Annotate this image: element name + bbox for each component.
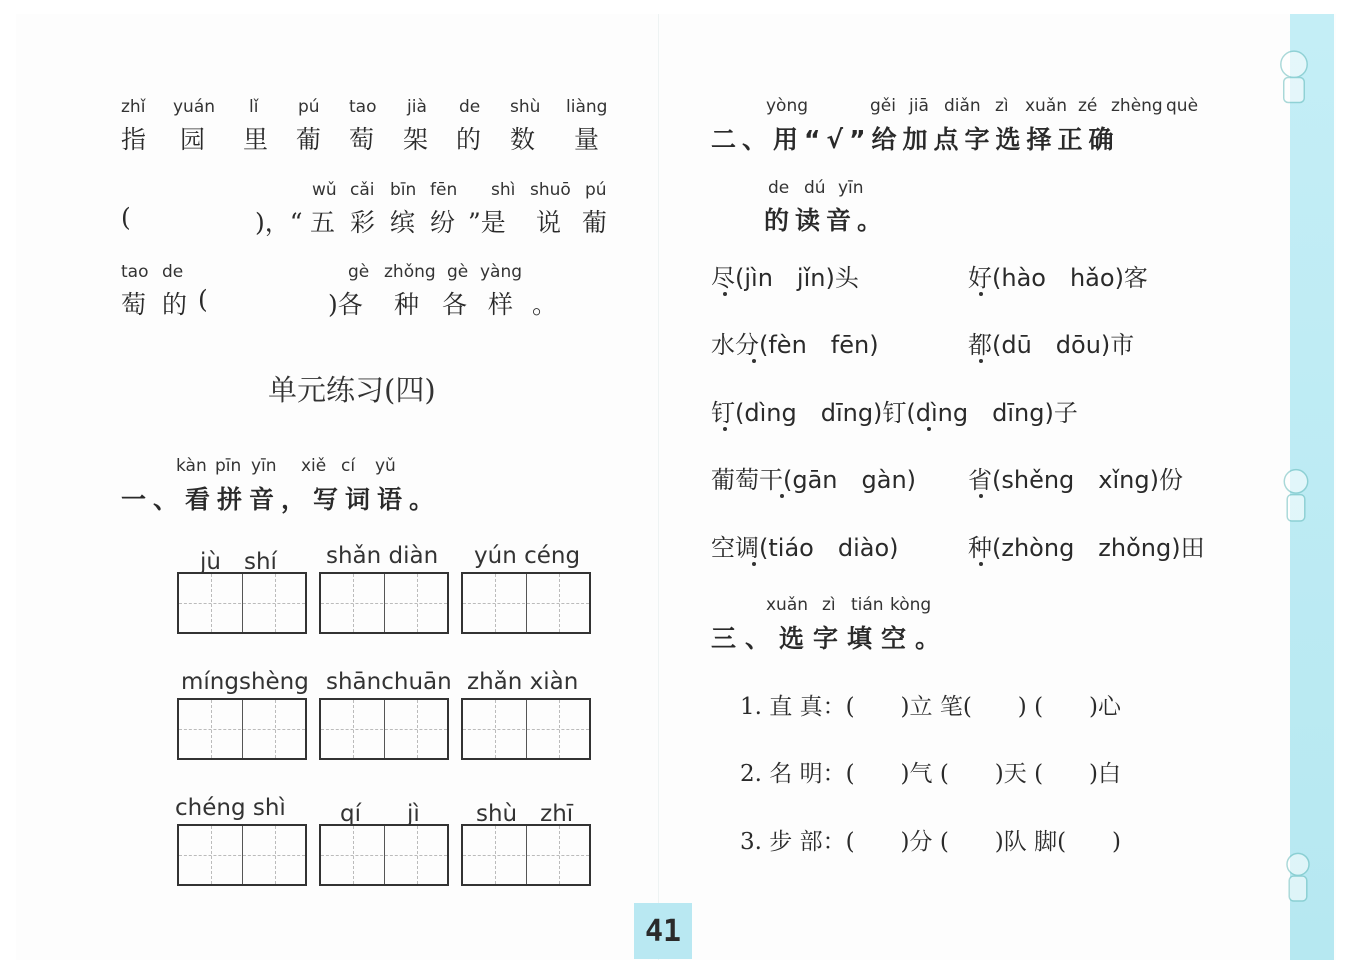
pinyin: xiě [301, 456, 327, 476]
fill-blank-item[interactable]: 1. 直 真：( )立 笔( ) ( )心 [740, 694, 1122, 720]
writing-grid[interactable] [461, 572, 591, 634]
pinyin: yīn [838, 178, 864, 198]
pinyin: de [162, 262, 184, 282]
section-heading: 三、选字填空。 [711, 624, 950, 653]
pinyin: yuán [173, 97, 216, 117]
pinyin: bīn [390, 180, 417, 200]
pinyin: xuǎn [1025, 96, 1068, 116]
writing-grid[interactable] [319, 698, 449, 760]
hanzi: 的 [456, 125, 482, 154]
hanzi: 彩 [350, 208, 376, 237]
pinyin: wǔ [312, 180, 337, 200]
pinyin: gè [447, 262, 469, 282]
pinyin: zhǒng [384, 262, 436, 282]
pinyin: tao [349, 97, 377, 117]
emphasis-dot [752, 359, 756, 363]
hanzi: 指 [121, 125, 147, 154]
hanzi: 纷 [430, 208, 456, 237]
emphasis-dot [723, 427, 727, 431]
pinyin: yàng [480, 262, 523, 282]
hanzi: 萄 [121, 290, 147, 319]
pinyin: zì [822, 595, 836, 615]
pinyin: què [1166, 96, 1199, 116]
emphasis-dot [979, 562, 983, 566]
choice-item[interactable]: 种(zhòng zhǒng)田 [968, 534, 1205, 562]
hanzi: 缤 [390, 208, 416, 237]
pinyin: míngshèng [181, 669, 309, 695]
emphasis-dot [979, 292, 983, 296]
hanzi: 说 [536, 208, 562, 237]
emphasis-dot [780, 494, 784, 498]
pinyin: de [459, 97, 481, 117]
pinyin: de [768, 178, 790, 198]
page-number: 41 [634, 903, 692, 959]
pinyin: xuǎn [766, 595, 809, 615]
writing-grid[interactable] [461, 698, 591, 760]
pinyin: chéng shì [175, 795, 286, 821]
pinyin: shì [491, 180, 516, 200]
hanzi: 量 [574, 125, 600, 154]
pinyin: pú [298, 97, 320, 117]
rabbit-mascot-icon [1276, 834, 1320, 924]
hanzi: 样 [488, 290, 514, 319]
hanzi: 各 [442, 290, 468, 319]
pig-mascot-icon [1272, 34, 1316, 124]
choice-item[interactable]: 省(shěng xǐng)份 [968, 466, 1183, 494]
pinyin: gè [348, 262, 370, 282]
section-heading: 二、用“√”给加点字选择正确 [711, 125, 1120, 154]
hanzi: 葡 [296, 125, 322, 154]
pinyin: zhǎn xiàn [467, 669, 579, 695]
pinyin: zhǐ [121, 97, 146, 117]
pinyin: jù shí [200, 549, 277, 575]
pinyin: kòng [890, 595, 932, 615]
pinyin: gěi [870, 96, 896, 116]
page-fold [658, 14, 659, 960]
pinyin: yòng [766, 96, 809, 116]
pinyin: yǔ [375, 456, 396, 476]
writing-grid[interactable] [319, 572, 449, 634]
pinyin: jià [407, 97, 427, 117]
pinyin: shǎn diàn [326, 543, 439, 569]
pinyin: dú [804, 178, 826, 198]
pinyin: cí [341, 456, 356, 476]
writing-grid[interactable] [177, 698, 307, 760]
pinyin: cǎi [350, 180, 375, 200]
hanzi: ”是 [468, 208, 506, 237]
emphasis-dot [979, 494, 983, 498]
pinyin: kàn [176, 456, 207, 476]
writing-grid[interactable] [177, 824, 307, 886]
pinyin: yīn [251, 456, 277, 476]
pinyin: zhèng [1111, 96, 1163, 116]
hanzi: 。 [532, 290, 558, 319]
pinyin: fēn [430, 180, 458, 200]
fill-blank-item[interactable]: 3. 步 部：( )分 ( )队 脚( ) [740, 829, 1122, 855]
choice-item[interactable]: 葡萄干(gān gàn) [711, 466, 917, 494]
hanzi: )各 [328, 290, 363, 319]
choice-item[interactable]: 空调(tiáo diào) [711, 534, 899, 562]
choice-item[interactable]: 好(hào hǎo)客 [968, 264, 1148, 292]
decorative-sidebar [1290, 14, 1334, 960]
hanzi: 的 [162, 290, 188, 319]
pinyin: shānchuān [326, 669, 452, 695]
choice-item[interactable]: 水分(fèn fēn) [711, 331, 879, 359]
pinyin: yún céng [474, 543, 581, 569]
hanzi: 五 [310, 208, 336, 237]
emphasis-dot [723, 292, 727, 296]
writing-grid[interactable] [319, 824, 449, 886]
choice-item[interactable]: 钉(dìng dīng)钉(dìng dīng)子 [711, 399, 1078, 427]
pinyin: pú [585, 180, 607, 200]
pinyin: tao [121, 262, 149, 282]
hanzi: 数 [510, 125, 536, 154]
hanzi: 葡 [582, 208, 608, 237]
writing-grid[interactable] [461, 824, 591, 886]
emphasis-dot [752, 562, 756, 566]
pinyin: pīn [215, 456, 242, 476]
writing-grid[interactable] [177, 572, 307, 634]
hanzi: 种 [394, 290, 420, 319]
hanzi: 萄 [349, 125, 375, 154]
unit-title: 单元练习(四) [268, 373, 436, 407]
hanzi: 园 [180, 125, 206, 154]
hanzi: )，“ [255, 208, 303, 237]
choice-item[interactable]: 尽(jìn jǐn)头 [711, 264, 859, 292]
pinyin: shù zhī [476, 801, 574, 827]
choice-item[interactable]: 都(dū dōu)市 [968, 331, 1135, 359]
pinyin: shuō [530, 180, 571, 200]
hanzi: ( [198, 285, 208, 314]
fill-blank-item[interactable]: 2. 名 明：( )气 ( )天 ( )白 [740, 761, 1122, 787]
pinyin: zé [1078, 96, 1098, 116]
pinyin: diǎn [944, 96, 981, 116]
hanzi: 架 [403, 125, 429, 154]
hanzi: 里 [243, 125, 269, 154]
hanzi: ( [121, 203, 131, 232]
pinyin: zì [995, 96, 1009, 116]
pinyin: shù [510, 97, 541, 117]
pinyin: lǐ [249, 97, 259, 117]
pinyin: tián [851, 595, 884, 615]
pinyin: jiā [909, 96, 929, 116]
section-heading: 一、看拼音，写词语。 [121, 485, 442, 514]
pinyin: qí jì [340, 801, 420, 827]
emphasis-dot [979, 359, 983, 363]
emphasis-dot [927, 427, 931, 431]
section-heading: 的读音。 [764, 206, 889, 235]
wolf-mascot-icon [1274, 454, 1318, 544]
pinyin: liàng [566, 97, 608, 117]
